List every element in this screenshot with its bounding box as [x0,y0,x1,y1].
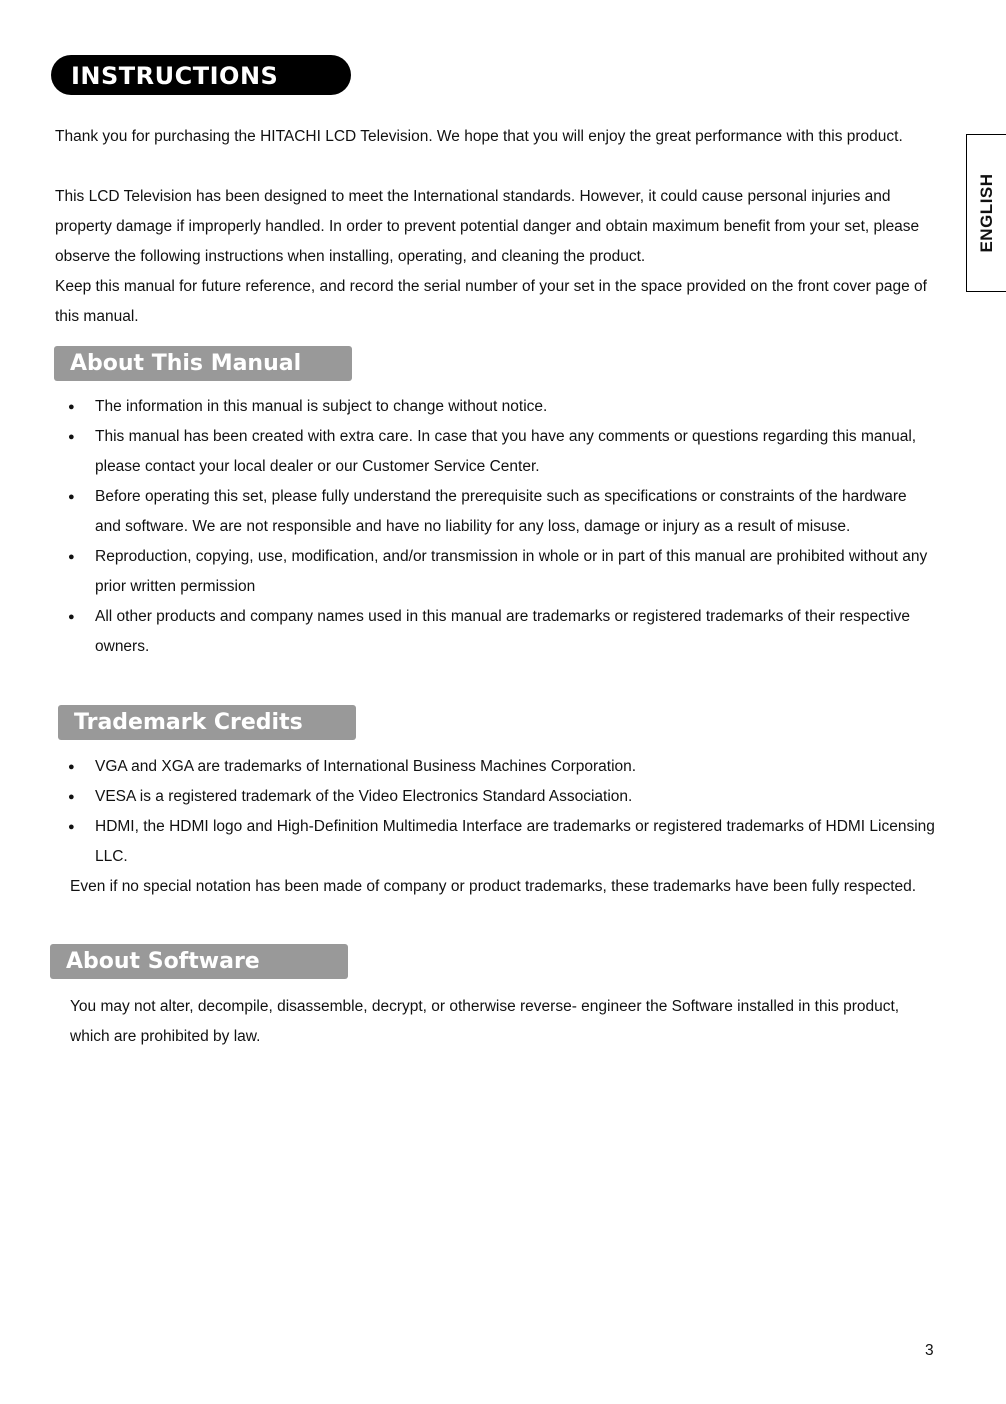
bullet-icon: ● [68,611,75,623]
intro-paragraph-1: Thank you for purchasing the HITACHI LCD Television. We hope that you will enjoy the great performance with this product. [55,128,903,145]
software-paragraph: You may not alter, decompile, disassemble, decrypt, or otherwise reverse- engineer the Software installed in this product, which are prohibited by law. [70,998,900,1045]
list-item [55,812,935,872]
trademark-list [55,752,935,872]
page-title: INSTRUCTIONS [51,55,351,95]
list-item-text: VGA and XGA are trademarks of International Business Machines Corporation. [95,758,637,775]
section-heading-about-manual: About This Manual [54,346,352,381]
intro-paragraph-3: Keep this manual for future reference, and record the serial number of your set in the space provided on the front cover page of this manual. [55,278,927,325]
language-tab-label: ENGLISH [976,173,996,253]
page-number: 3 [925,1342,934,1359]
bullet-icon: ● [68,551,75,563]
bullet-icon: ● [68,491,75,503]
list-item [55,602,930,662]
list-item [55,542,930,602]
section-heading-trademark-credits: Trademark Credits [58,705,356,740]
list-item [55,422,930,482]
section-heading-about-software: About Software [50,944,348,979]
list-item [55,782,935,812]
bullet-icon: ● [68,401,75,413]
list-item-text: This manual has been created with extra care. In case that you have any comments or questions regarding this manual, please contact your local dealer or our Customer Service Center. [95,428,917,475]
list-item [55,482,930,542]
trademark-note: Even if no special notation has been made of company or product trademarks, these trademarks have been fully respected. [70,878,917,895]
list-item-text: Before operating this set, please fully understand the prerequisite such as specifications or constraints of the hardware and software. We are not responsible and have no liability for any loss, damage or injury as a result of misuse. [95,488,907,535]
bullet-icon: ● [68,791,75,803]
list-item-text: All other products and company names used in this manual are trademarks or registered trademarks of their respective owners. [95,608,910,655]
bullet-icon: ● [68,431,75,443]
list-item [55,392,930,422]
list-item-text: The information in this manual is subject to change without notice. [95,398,548,415]
about-manual-list [55,392,930,662]
bullet-icon: ● [68,821,75,833]
language-tab [966,134,1006,292]
bullet-icon: ● [68,761,75,773]
intro-paragraph-2: This LCD Television has been designed to meet the International standards. However, it could cause personal injuries and property damage if improperly handled. In order to prevent potential danger and obtain maximum benefit from your set, please observe the following instructions when installing, operating, and cleaning the product. [55,188,920,265]
list-item [55,752,935,782]
list-item-text: HDMI, the HDMI logo and High-Definition Multimedia Interface are trademarks or registered trademarks of HDMI Licensing LLC. [95,818,935,865]
list-item-text: Reproduction, copying, use, modification, and/or transmission in whole or in part of this manual are prohibited without any prior written permission [95,548,928,595]
list-item-text: VESA is a registered trademark of the Video Electronics Standard Association. [95,788,633,805]
